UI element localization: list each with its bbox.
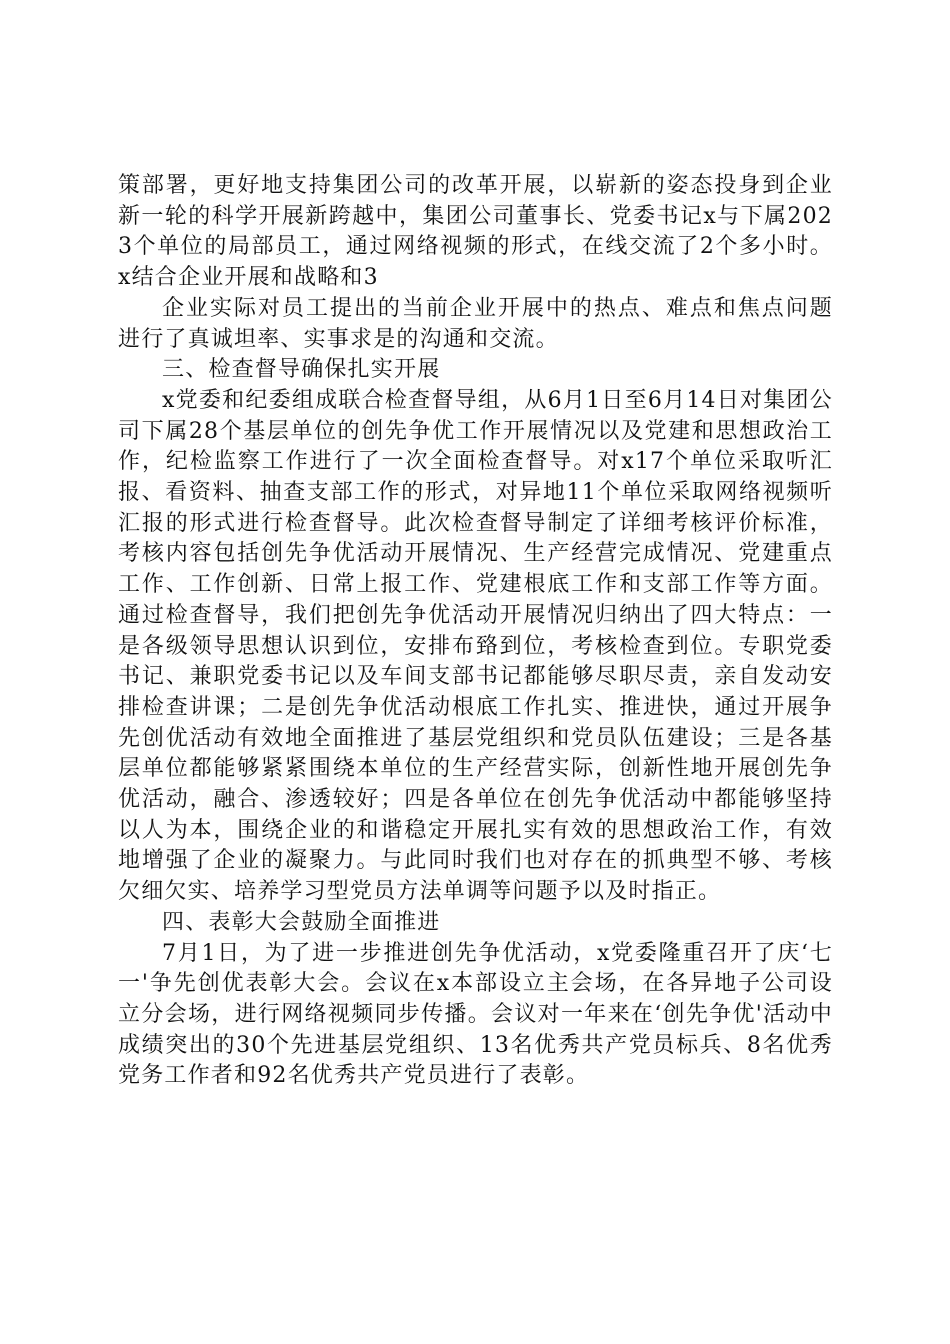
section-heading-commendation: 四、表彰大会鼓励全面推进	[162, 909, 441, 935]
document-body	[118, 171, 833, 1092]
paragraph-commendation: 7月1日，为了进一步推进创先争优活动，x党委隆重召开了庆‘七一'争先创优表彰大会。会议在x本部设立主会场，在各异地子公司设立分会场，进行网络视频同步传播。会议对一年来在‘创先争优'活动中成绩突出的30个先进基层党组织、13名优秀共产党员标兵、8名优秀党务工作者和92名优秀共产党员进行了表彰。	[118, 940, 833, 1089]
paragraph-employee-communication: 企业实际对员工提出的当前企业开展中的热点、难点和焦点问题进行了真诚坦率、实事求是的沟通和交流。	[118, 295, 833, 352]
paragraph-continuation: 策部署，更好地支持集团公司的改革开展，以崭新的姿态投身到企业新一轮的科学开展新跨越中，集团公司董事长、党委书记x与下属2023个单位的局部员工，通过网络视频的形式，在线交流了2个多小时。x结合企业开展和战略和3	[118, 173, 833, 291]
paragraph-inspection: x党委和纪委组成联合检查督导组，从6月1日至6月14日对集团公司下属28个基层单位的创先争优工作开展情况以及党建和思想政治工作，纪检监察工作进行了一次全面检查督导。对x17个单位采取听汇报、看资料、抽查支部工作的形式，对异地11个单位采取网络视频听汇报的形式进行检查督导。此次检查督导制定了详细考核评价标准，考核内容包括创先争优活动开展情况、生产经营完成情况、党建重点工作、工作创新、日常上报工作、党建根底工作和支部工作等方面。通过检查督导，我们把创先争优活动开展情况归纳出了四大特点：一是各级领导思想认识到位，安排布臵到位，考核检查到位。专职党委书记、兼职党委书记以及车间支部书记都能够尽职尽责，亲自发动安排检查讲课；二是创先争优活动根底工作扎实、推进快，通过开展争先创优活动有效地全面推进了基层党组织和党员队伍建设；三是各基层单位都能够紧紧围绕本单位的生产经营实际，创新性地开展创先争优活动，融合、渗透较好；四是各单位在创先争优活动中都能够坚持以人为本，围绕企业的和谐稳定开展扎实有效的思想政治工作，有效地增强了企业的凝聚力。与此同时我们也对存在的抓典型不够、考核欠细欠实、培养学习型党员方法单调等问题予以及时指正。	[118, 387, 833, 905]
section-heading-inspection: 三、检查督导确保扎实开展	[162, 357, 441, 383]
